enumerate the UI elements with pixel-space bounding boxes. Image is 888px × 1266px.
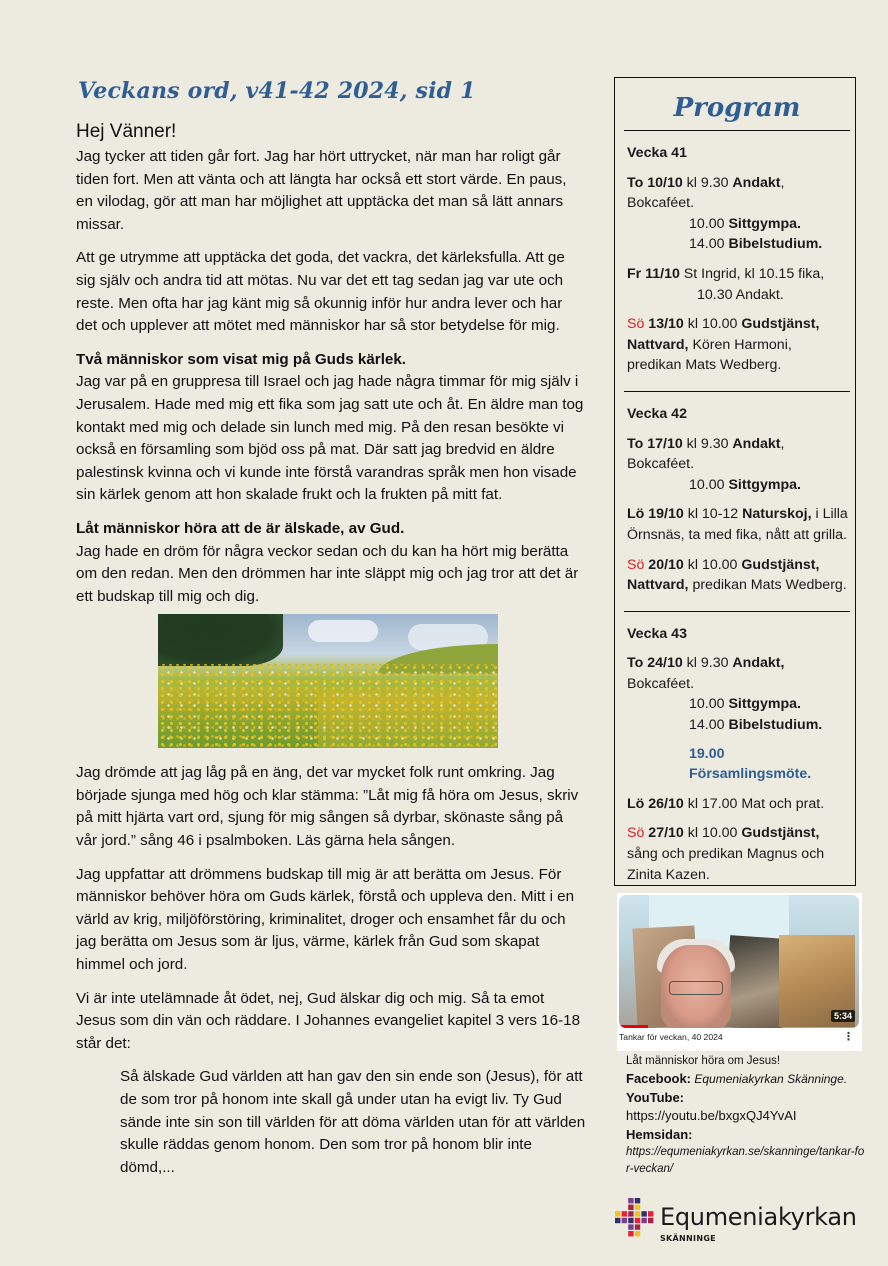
contact-links <box>626 1052 866 1178</box>
event-title: Sittgympa. <box>728 696 801 713</box>
event <box>627 173 850 255</box>
website-link[interactable]: https://equmeniakyrkan.se/skanninge/tankar-for-veckan/ <box>626 1146 865 1176</box>
logo-tile <box>635 1218 640 1223</box>
logo-tile <box>628 1211 633 1216</box>
paragraph: Jag uppfattar att drömmens budskap till mig är att berätta om Jesus. För människor behöver höra om Guds kärlek, förstå och uppleva den. Mitt i en värld av krig, miljöförstöring, kriminalitet, droger och ensamhet får du och jag berätta om Jesus som är ljus, värme, kärlek från Gud som skapat himmel och jord. <box>76 865 575 974</box>
week-43 <box>624 612 850 901</box>
event-day: To 10/10 <box>627 174 683 191</box>
church-logo <box>614 1197 874 1249</box>
logo-tile <box>622 1218 627 1223</box>
logo-tile <box>628 1205 633 1210</box>
cloud <box>308 620 378 642</box>
event-title: Sittgympa. <box>728 476 801 493</box>
facebook-link[interactable]: Equmeniakyrkan Skänninge. <box>691 1072 848 1087</box>
event-day: 27/10 <box>644 825 684 842</box>
watch-progress-bar <box>619 1025 648 1028</box>
section-let-people-hear <box>76 518 586 608</box>
logo-tile <box>635 1224 640 1229</box>
cross-mosaic-icon <box>614 1197 654 1237</box>
youtube-label: YouTube: <box>626 1089 685 1105</box>
event-title: Naturskoj, <box>742 506 812 523</box>
section-heading: Två människor som visat mig på Guds kärlek. <box>76 350 407 368</box>
section-text: Jag var på en gruppresa till Israel och jag hade några timmar för mig själv i Jerusalem. Hade med mig ett fika som jag satt ute och åt. En äldre man tog kontakt med mig och delade sin lunch med mig. På den resan besökte vi också en församling som bjöd oss på mat. Där satt jag bredvid en äldre palestinsk kvinna och vi kunde inte förstå varandras språk men hon visade sin kärlek genom att hon skalade frukt och la frukten på mitt fat. <box>76 373 584 504</box>
event <box>627 823 850 885</box>
week-label: Vecka 43 <box>627 625 687 642</box>
event-text: i Lilla Örnsnäs, ta med fika, nått att grilla. <box>627 506 848 543</box>
section-two-people <box>76 349 586 507</box>
event-place: , Bokcaféet. <box>627 435 785 473</box>
flowers <box>158 664 498 748</box>
logo-name: Equmeniakyrkan <box>660 1203 857 1231</box>
event-title: Gudstjänst, <box>741 316 820 333</box>
program-box <box>614 77 856 886</box>
video-title[interactable]: Tankar för veckan, 40 2024 <box>619 1032 723 1042</box>
logo-location: SKÄNNINGE <box>660 1234 716 1243</box>
event-title: Andakt <box>732 435 781 452</box>
event <box>627 794 850 815</box>
logo-tile <box>635 1205 640 1210</box>
logo-tile <box>635 1231 640 1236</box>
event-day: Lö 26/10 <box>627 795 684 812</box>
youtube-link[interactable]: https://youtu.be/bxgxQJ4YvAI <box>626 1108 797 1124</box>
sunday-label: Sö <box>627 825 645 842</box>
sunday-label: Sö <box>627 316 645 333</box>
event <box>627 504 850 545</box>
logo-tile <box>635 1198 640 1203</box>
event <box>627 555 850 596</box>
event-text: predikan Mats Wedberg. <box>688 577 847 594</box>
program-title: Program <box>624 90 850 131</box>
event-time: 10.00 <box>689 476 729 493</box>
paragraph: Att ge utrymme att upptäcka det goda, det vackra, det kärleksfulla. Att ge sig själv och andra tid att mötas. Nu var det ett tag sedan jag var ute och reste. Men ofta har jag känt mig så okunnig inför hur andra lever och har det och upplever att mötet med människor har så stor betydelse för mig. <box>76 249 565 335</box>
logo-tile <box>648 1211 653 1216</box>
event-time: kl 10.00 <box>683 825 742 842</box>
logo-tile <box>628 1224 633 1229</box>
page-title: Veckans ord, v41-42 2024, sid 1 <box>78 78 476 104</box>
more-options-icon[interactable]: ⋮ <box>843 1030 854 1043</box>
event-day: 13/10 <box>644 316 684 333</box>
facebook-label: Facebook: <box>626 1071 692 1087</box>
event-subtitle: Nattvard, <box>627 336 689 353</box>
event-title: Gudstjänst, <box>741 825 820 842</box>
event-time: kl 9.30 <box>682 655 733 672</box>
event-day: To 24/10 <box>627 655 683 672</box>
paragraph: Jag drömde att jag låg på en äng, det var mycket folk runt omkring. Jag började sjunga med hög och klar stämma: ”Låt mig få höra om Jesus, skriv på mitt hjärta vart ord, sjung för mig sången så dyrbar, skönaste sång på vår jord.” sång 46 i psalmboken. Läs gärna hela sången. <box>76 764 579 850</box>
event-day: Fr 11/10 <box>627 265 680 282</box>
event-title: Bibelstudium. <box>728 236 823 253</box>
event-time: 14.00 <box>689 717 729 734</box>
meadow-image <box>158 614 498 748</box>
logo-tile <box>628 1218 633 1223</box>
week-label: Vecka 42 <box>627 405 687 422</box>
glasses <box>669 981 723 995</box>
event-title: Sittgympa. <box>728 215 801 232</box>
tagline: Låt människor höra om Jesus! <box>626 1055 781 1067</box>
week-label: Vecka 41 <box>627 145 687 161</box>
event-title: Andakt <box>732 174 781 191</box>
video-duration: 5:34 <box>831 1010 855 1022</box>
greeting: Hej Vänner! <box>76 121 177 142</box>
facebook-line <box>626 1070 866 1088</box>
article <box>76 120 586 1190</box>
event-place: Bokcaféet. <box>627 675 695 692</box>
event-text: 10.30 Andakt. <box>697 286 784 303</box>
section-heading: Låt människor höra att de är älskade, av Gud. <box>76 519 405 537</box>
logo-tile <box>628 1231 633 1236</box>
video-thumbnail[interactable] <box>619 895 859 1028</box>
event-time: kl 9.30 <box>682 435 733 452</box>
event-time: kl 9.30 <box>682 174 733 191</box>
paragraph: Vi är inte utelämnade åt ödet, nej, Gud älskar dig och mig. Så ta emot Jesus som din vän och räddare. I Johannes evangeliet kapitel 3 vers 16-18 står det: <box>76 989 581 1052</box>
logo-tile <box>628 1198 633 1203</box>
event-time: kl 10.00 <box>683 556 742 573</box>
event <box>627 653 850 785</box>
event-time: 10.00 <box>689 215 729 232</box>
event-subtitle: Nattvard, <box>627 577 689 594</box>
event-day: 20/10 <box>644 556 684 573</box>
event-title: Andakt, <box>732 655 785 672</box>
event-text: St Ingrid, kl 10.15 fika, <box>679 265 825 282</box>
logo-tile <box>641 1211 646 1216</box>
event-text: kl 17.00 Mat och prat. <box>683 795 825 812</box>
event <box>627 434 850 496</box>
event-time: 14.00 <box>689 236 729 253</box>
congregation-meeting: 19.00 Församlingsmöte. <box>689 745 812 783</box>
logo-tile <box>615 1211 620 1216</box>
event-title: Gudstjänst, <box>741 556 820 573</box>
event-text: Kören Harmoni, predikan Mats Wedberg. <box>627 336 792 374</box>
event <box>627 264 850 305</box>
event <box>627 314 850 376</box>
paragraph: Jag tycker att tiden går fort. Jag har hört uttrycket, när man har roligt går tiden fort. Men att vänta och att längta har också ett stort värde. En paus, en vilodag, gör att man har möjlighet att upptäcka det man så lätt annars missar. <box>76 148 567 233</box>
event-text: sång och predikan Magnus och Zinita Kazen. <box>627 846 825 883</box>
logo-tile <box>615 1218 620 1223</box>
logo-tile <box>622 1211 627 1216</box>
event-time: kl 10.00 <box>683 316 742 333</box>
bible-quote: Så älskade Gud världen att han gav den sin ende son (Jesus), för att de som tror på honom inte skall gå under utan ha evigt liv. Ty Gud sände inte sin son till världen för att döma världen utan för att världen skulle räddas genom honom. Den som tror på honom blir inte dömd,... <box>120 1068 586 1176</box>
section-text: Jag hade en dröm för några veckor sedan och du kan ha hört mig berätta om den redan. Men den drömmen har inte släppt mig och jag tror att det är ett budskap till mig och dig. <box>76 542 579 605</box>
week-41 <box>624 131 850 392</box>
event-time: kl 10-12 <box>683 506 743 523</box>
trees <box>158 614 283 666</box>
event-day: To 17/10 <box>627 435 683 452</box>
event-title: Bibelstudium. <box>728 717 823 734</box>
week-42 <box>624 392 850 612</box>
logo-tile <box>641 1218 646 1223</box>
logo-tile <box>648 1218 653 1223</box>
logo-tile <box>635 1211 640 1216</box>
video-card[interactable] <box>617 893 862 1051</box>
event-day: Lö 19/10 <box>627 506 684 523</box>
event-time: 10.00 <box>689 696 729 713</box>
website-label: Hemsidan: <box>626 1126 693 1142</box>
sunday-label: Sö <box>627 556 645 573</box>
event-place: , Bokcaféet. <box>627 174 785 212</box>
